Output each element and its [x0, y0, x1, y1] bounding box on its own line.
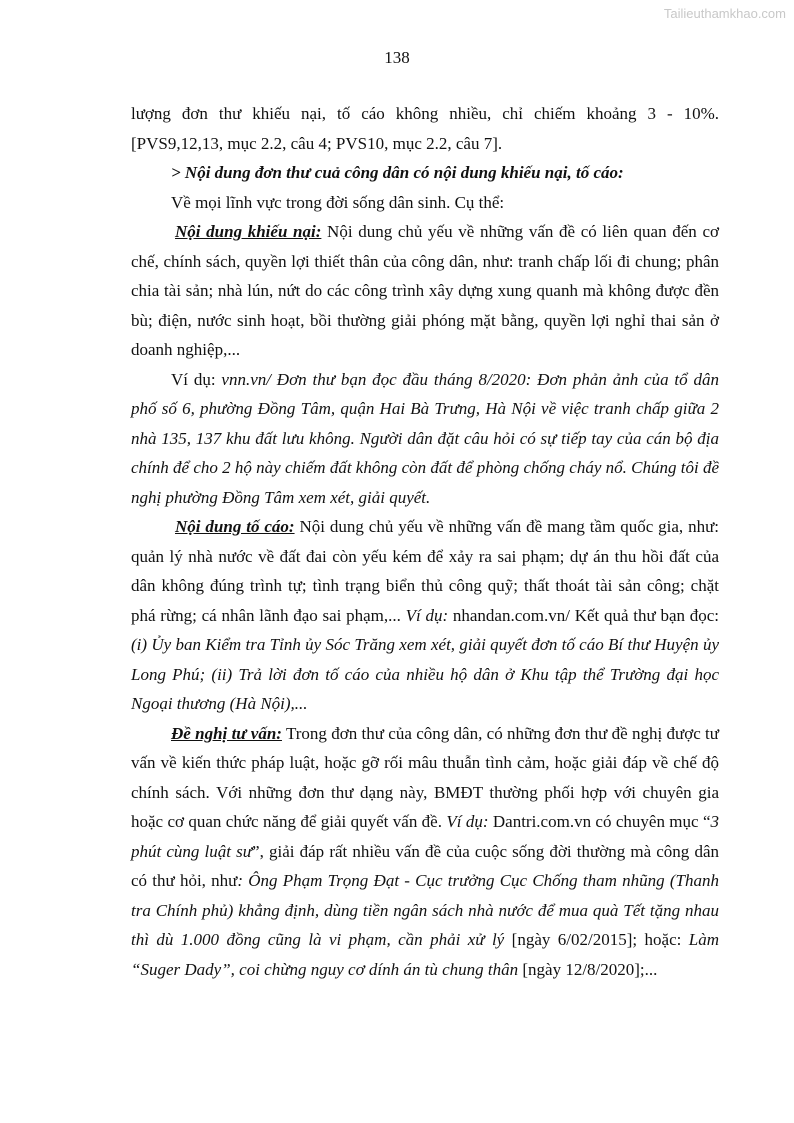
text: lượng đơn thư khiếu nại, tố cáo không nhiều, chỉ chiếm khoảng 3 - 10%. [PVS9,12,13, mục 2.2, câu 4; PVS10, mục 2.2, câu 7]. — [131, 104, 719, 153]
consultation-label: Đề nghị tư vấn: — [171, 723, 282, 743]
text: [ngày 6/02/2015]; hoặc: — [504, 930, 689, 949]
text: Nội dung chủ yếu về những vấn đề có liên quan đến cơ chế, chính sách, quyền lợi thiết thân của công dân, như: tranh chấp lối đi chung; phân chia tài sản; nhà lún, nứt do các công trình xây dựng xung quanh mà không được đền bù; điện, nước sinh hoạt, bồi thường giải phóng mặt bằng, quyền lợi nghỉ thai sản ở doanh nghiệp,... — [131, 222, 719, 359]
example-text: : Ông Phạm Trọng Đạt - Cục trưởng Cục Chống tham nhũng (Thanh tra Chính phủ) khẳng định, dùng tiền ngân sách nhà nước để mua quà Tết tặng nhau thì dù 1.000 đồng cũng là vi phạm, cần phải xử lý — [131, 871, 719, 949]
paragraph-example-1 — [131, 365, 719, 513]
paragraph-consultation — [131, 719, 719, 985]
text: nhandan.com.vn/ Kết quả thư bạn đọc: — [448, 605, 719, 625]
denunciation-label: Nội dung tố cáo: — [175, 517, 295, 536]
paragraph-denunciation — [131, 512, 719, 719]
page-number: 138 — [384, 48, 410, 67]
example-label: Ví dụ: — [405, 605, 449, 625]
text: [ngày 12/8/2020];... — [518, 959, 658, 979]
example-label: Ví dụ: — [446, 812, 489, 831]
paragraph-continuation — [131, 99, 719, 158]
example-text: (i) Ủy ban Kiểm tra Tỉnh ủy Sóc Trăng xem xét, giải quyết đơn tố cáo Bí thư Huyện ủy Long Phú; (ii) Trả lời đơn tố cáo của nhiều hộ dân ở Khu tập thể Trường đại học Ngoại thương (Hà Nội),... — [131, 635, 719, 713]
text: Nội dung chủ yếu về những vấn đề mang tầm quốc gia, như: quản lý nhà nước về đất đai còn yếu kém để xảy ra sai phạm; dự án thu hồi đất của dân không đúng trình tự; tình trạng biển thủ công quỹ; thất thoát tài sản công; chặt phá rừng; cá nhân lãnh đạo sai phạm,... — [131, 517, 720, 625]
text: ”, giải đáp rất nhiều vấn đề của cuộc sống đời thường mà công dân có thư hỏi, như — [131, 841, 719, 890]
text: Về mọi lĩnh vực trong đời sống dân sinh. Cụ thể: — [171, 192, 505, 212]
text: Dantri.com.vn có chuyên mục “ — [488, 812, 711, 831]
section-heading: > Nội dung đơn thư cuả công dân có nội dung khiếu nại, tố cáo: — [171, 163, 624, 182]
text: Ví dụ: — [171, 369, 222, 389]
example-text: Làm “Suger Dady”, coi chừng nguy cơ dính án tù chung thân — [131, 930, 719, 979]
watermark: Tailieuthamkhao.com — [663, 6, 786, 21]
paragraph-intro — [131, 188, 719, 218]
paragraph-complaint — [131, 217, 719, 365]
page-body — [131, 99, 719, 984]
complaint-label: Nội dung khiếu nại: — [175, 222, 322, 241]
example-text: vnn.vn/ Đơn thư bạn đọc đầu tháng 8/2020: Đơn phản ảnh của tổ dân phố số 6, phường Đồng Tâm, quận Hai Bà Trưng, Hà Nội về việc tranh chấp giữa 2 nhà 135, 137 khu đất lưu không. Người dân đặt câu hỏi có sự tiếp tay của cán bộ địa chính để cho 2 hộ này chiếm đất không còn đất để phòng chống cháy nổ. Chúng tôi đề nghị phường Đồng Tâm xem xét, giải quyết. — [131, 369, 719, 507]
column-name: 3 phút cùng luật sư — [131, 812, 719, 861]
text: Trong đơn thư của công dân, có những đơn thư đề nghị được tư vấn về kiến thức pháp luật, hoặc gỡ rối mâu thuẫn tình cảm, hoặc giải đáp về chế độ chính sách. Với những đơn thư dạng này, BMĐT thường phối hợp với chuyên gia hoặc cơ quan chức năng để giải quyết vấn đề. — [131, 723, 719, 831]
